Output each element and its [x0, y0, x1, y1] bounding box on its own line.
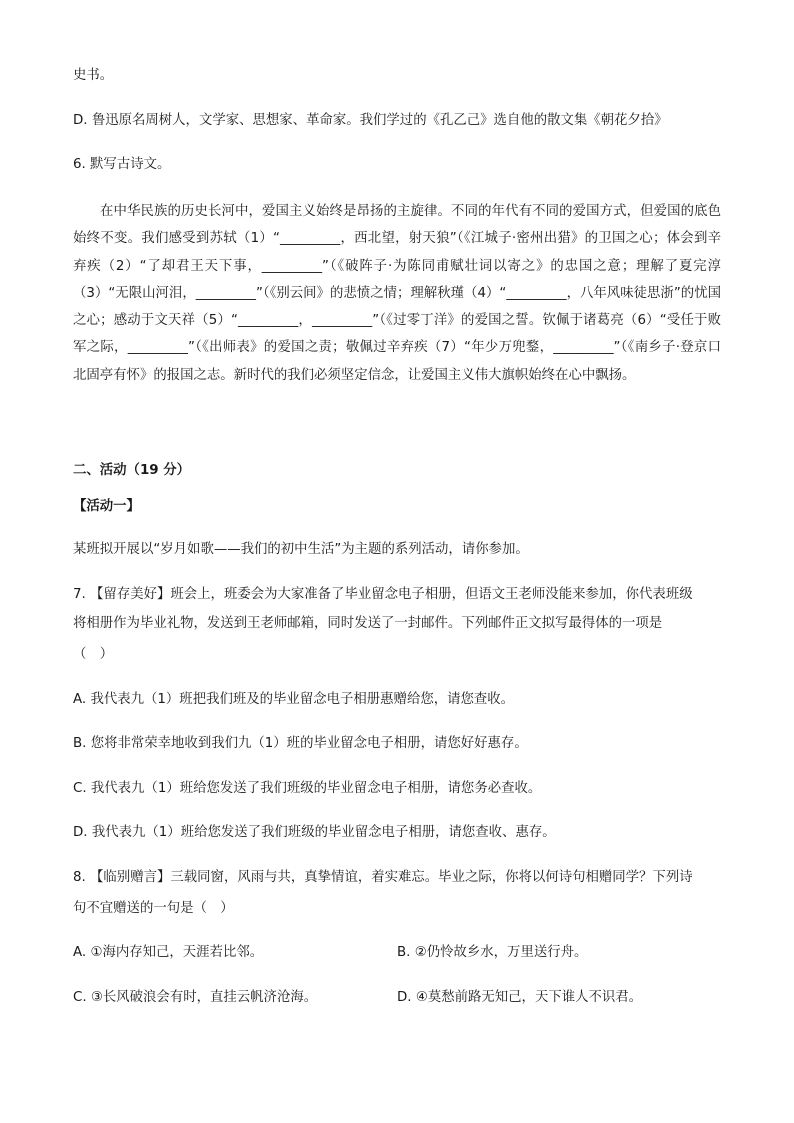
question-7-answer-bracket: （ ） — [73, 647, 114, 662]
activity-1-heading: 【活动一】 — [73, 499, 140, 514]
section-2-heading: 二、活动（19 分） — [73, 463, 191, 478]
question-7-option-b: B. 您将非常荣幸地收到我们九（1）班的毕业留念电子相册，请您好好惠存。 — [73, 736, 528, 751]
question-6-heading: 6. 默写古诗文。 — [73, 157, 171, 172]
question-7-option-d: D. 我代表九（1）班给您发送了我们班级的毕业留念电子相册，请您查收、惠存。 — [73, 825, 556, 840]
question-7-option-a: A. 我代表九（1）班把我们班及的毕业留念电子相册惠赠给您，请您查收。 — [73, 692, 515, 707]
option-d-luxun: D. 鲁迅原名周树人，文学家、思想家、革命家。我们学过的《孔乙己》选自他的散文集《朝花夕拾》 — [73, 113, 668, 128]
question-8-option-b: B. ②仍怜故乡水，万里送行舟。 — [397, 945, 588, 960]
question-8-option-d: D. ④莫愁前路无知己，天下谁人不识君。 — [397, 990, 643, 1005]
activity-intro: 某班拟开展以“岁月如歌——我们的初中生活”为主题的系列活动，请你参加。 — [73, 542, 529, 557]
question-8-stem-line-1: 8. 【临别赠言】三载同窗，风雨与共，真挚情谊，着实难忘。毕业之际，你将以何诗句相赠同学？下列诗 — [73, 870, 693, 885]
question-7-stem-line-2: 将相册作为毕业礼物，发送到王老师邮箱，同时发送了一封邮件。下列邮件正文拟写最得体的一项是 — [73, 616, 663, 631]
text-line-shishu: 史书。 — [73, 68, 114, 83]
question-7-option-c: C. 我代表九（1）班给您发送了我们班级的毕业留念电子相册，请您务必查收。 — [73, 781, 542, 796]
question-8-stem-line-2: 句不宜赠送的一句是（ ） — [73, 901, 234, 916]
question-8-option-a: A. ①海内存知己，天涯若比邻。 — [73, 945, 264, 960]
question-6-passage: 在中华民族的历史长河中，爱国主义始终是昂扬的主旋律。不同的年代有不同的爱国方式，但爱国的底色始终不变。我们感受到苏轼（1）“_________，西北望，射天狼”（《江城子·密州出猎》的卫国之心；体会到辛弃疾（2）“了却君王天下事，_________”（《破阵子·为陈同甫赋壮词以寄之》的忠国之意；理解了夏完淳（3）“无限山河泪，_________”（《别云间》的悲愤之情；理解秋瑾（4）“_________，八年风味徒思浙”的忧国之心；感动于文天祥（5）“_________，_________”（《过零丁洋》的爱国之誓。钦佩于诸葛亮（6）“受任于败军之际，_________”（《出师表》的爱国之责；敬佩过辛弃疾（7）“年少万兜鍪，_________”（《南乡子·登京口北固亭有怀》的报国之志。新时代的我们必须坚定信念，让爱国主义伟大旗帜始终在心中飘扬。 — [73, 204, 721, 383]
question-7-stem-line-1: 7. 【留存美好】班会上，班委会为大家准备了毕业留念电子相册，但语文王老师没能来参加，你代表班级 — [73, 587, 693, 602]
question-8-option-c: C. ③长风破浪会有时，直挂云帆济沧海。 — [73, 990, 318, 1005]
